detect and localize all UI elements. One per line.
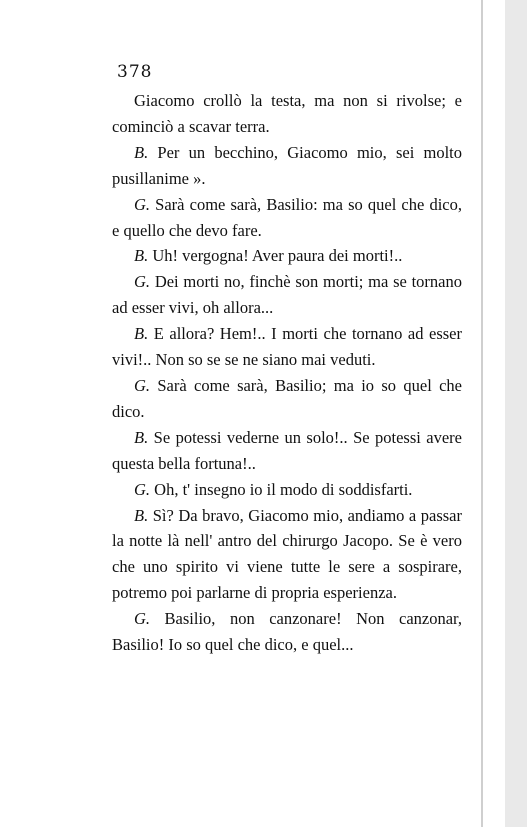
dialogue-text: Uh! vergogna! Aver paura dei morti!.. [148,246,403,266]
page-edge [481,0,483,827]
dialogue-text: Giacomo crollò la testa, ma non si rivolse; e cominciò a scavar terra. [112,91,462,136]
dialogue-text: Se potessi vederne un solo!.. Se potessi avere questa bella fortuna!.. [112,427,462,473]
dialogue-text: Oh, t' insegno io il modo di soddisfarti. [150,479,413,499]
speaker: G. [134,609,151,629]
dialogue-text: Sì? Da bravo, Giacomo mio, andiamo a passar la notte là nell' antro del chirurgo Jacopo. Se è vero che uno spirito vi viene tutte le sere a sospirare, potremo poi parlarne di propria esperienza. [112,505,462,603]
body-text [112,88,462,658]
dialogue-text: Sarà come sarà, Basilio; ma io so quel che dico. [112,375,462,421]
speaker: B. [134,324,149,344]
speaker: G. [134,272,151,292]
dialogue-text: Per un becchino, Giacomo mio, sei molto pusillanime ». [112,142,462,188]
dialogue-text: Sarà come sarà, Basilio: ma so quel che dico, e quello che devo fare. [112,194,462,240]
paragraph [112,243,462,269]
paragraph [112,192,462,244]
speaker: B. [134,505,149,525]
dialogue-text: E allora? Hem!.. I morti che tornano ad esser vivi!.. Non so se se ne siano mai veduti. [112,324,462,370]
paragraph [112,373,462,425]
paragraph [112,425,462,477]
speaker: G. [134,194,151,214]
speaker: B. [134,427,149,447]
speaker: B. [134,142,149,162]
paragraph [112,606,462,658]
speaker: G. [134,375,151,395]
speaker: B. [134,246,149,266]
paragraph [112,140,462,192]
paragraph [112,503,462,607]
paragraph [112,321,462,373]
dialogue-text: Dei morti no, finchè son morti; ma se tornano ad esser vivi, oh allora... [112,272,462,318]
page-number: 378 [117,62,153,82]
paragraph [112,88,462,140]
dialogue-text: Basilio, non canzonare! Non canzonar, Basilio! Io so quel che dico, e quel... [112,609,462,655]
paragraph [112,269,462,321]
paragraph [112,477,462,503]
speaker: G. [134,479,151,499]
